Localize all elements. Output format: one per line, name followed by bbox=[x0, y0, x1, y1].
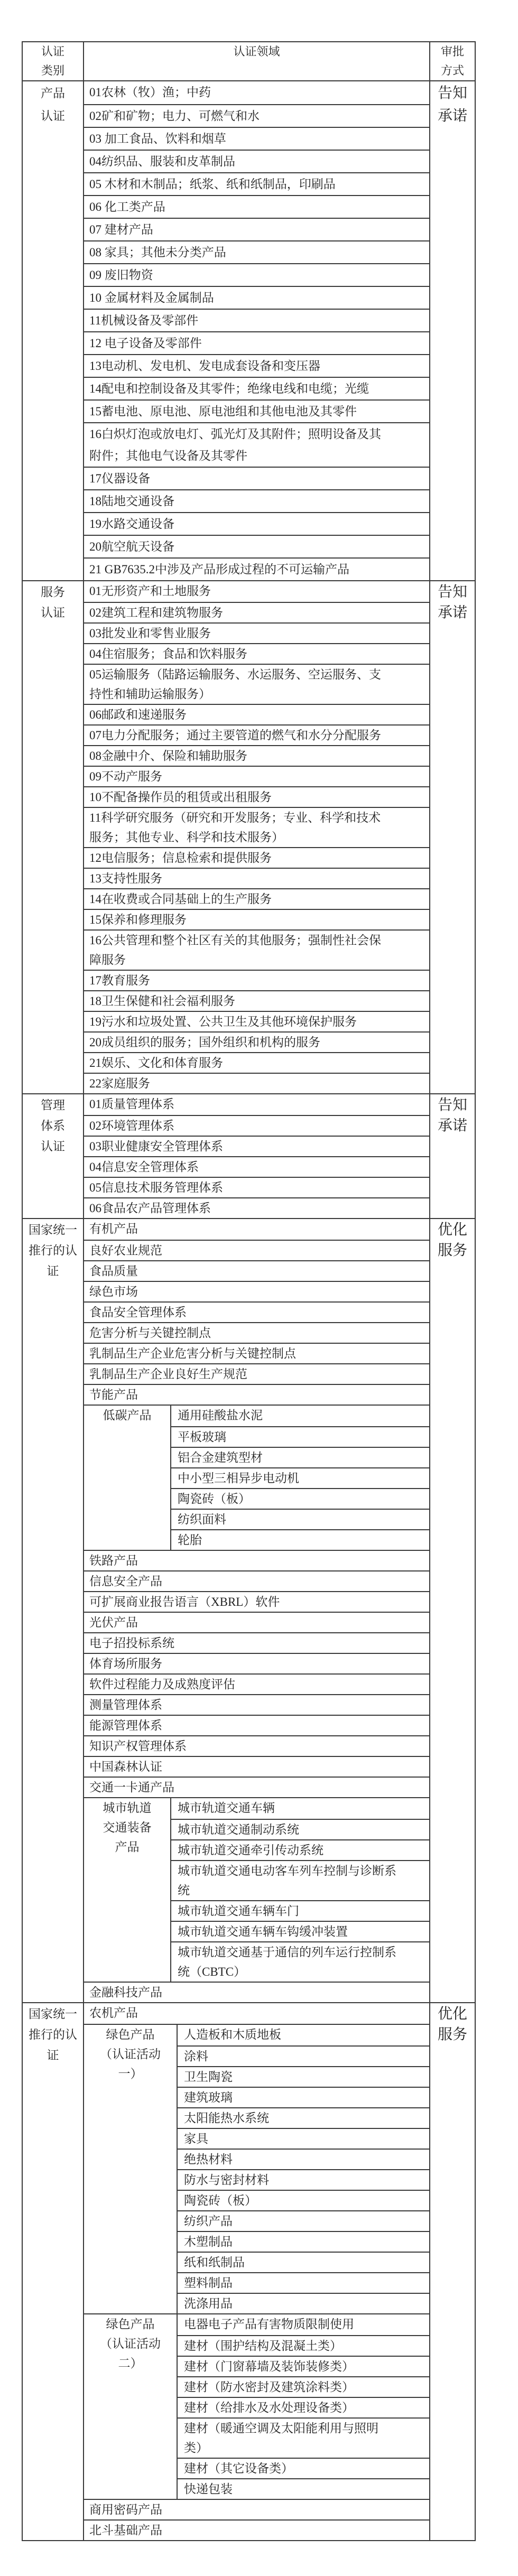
category-cell: 服务 认证 bbox=[23, 581, 84, 1093]
field-row: 可扩展商业报告语言（XBRL）软件 bbox=[84, 1591, 429, 1612]
field-row: 01无形资产和土地服务 bbox=[89, 584, 211, 598]
group-sub-row: 城市轨道交通车辆 bbox=[178, 1801, 275, 1815]
field-row: 13电动机、发电机、发电成套设备和变压器 bbox=[84, 354, 429, 377]
category-cell: 国家统一 推行的认 证 bbox=[23, 1219, 84, 2002]
table-section bbox=[23, 1093, 475, 1218]
group-items-column bbox=[171, 1798, 429, 1982]
group-sub-row: 纺织面料 bbox=[171, 1509, 429, 1529]
field-row: 08金融中介、保险和辅助服务 bbox=[84, 745, 429, 766]
group-sub-row: 太阳能热水系统 bbox=[178, 2107, 429, 2128]
table-section bbox=[23, 580, 475, 1093]
field-row: 03职业健康安全管理体系 bbox=[84, 1136, 429, 1156]
field-row: 12电信服务；信息检索和提供服务 bbox=[84, 847, 429, 868]
field-row: 食品安全管理体系 bbox=[84, 1301, 429, 1322]
field-row: 06 化工类产品 bbox=[84, 195, 429, 218]
field-row: 03批发业和零售业服务 bbox=[84, 622, 429, 643]
group-sub-row: 陶瓷砖（板） bbox=[171, 1488, 429, 1509]
field-row: 22家庭服务 bbox=[84, 1073, 429, 1093]
field-row: 16白炽灯泡或放电灯、弧光灯及其附件；照明设备及其 附件；其他电气设备及其零件 bbox=[84, 422, 429, 467]
header-cert-category: 认证 类别 bbox=[23, 42, 84, 80]
section-content-column bbox=[84, 1094, 429, 1218]
section-content-column bbox=[84, 1219, 429, 2002]
table-section bbox=[23, 1218, 475, 2002]
field-row: 20成员组织的服务；国外组织和机构的服务 bbox=[84, 1031, 429, 1052]
field-row: 04纺织品、服装和皮革制品 bbox=[84, 150, 429, 172]
field-row: 北斗基础产品 bbox=[84, 2519, 429, 2540]
group-sub-row: 纸和纸制品 bbox=[178, 2252, 429, 2272]
field-row: 01质量管理体系 bbox=[89, 1098, 174, 1111]
field-row: 05信息技术服务管理体系 bbox=[84, 1177, 429, 1197]
group-label-cell: 绿色产品 （认证活动 一） bbox=[84, 2025, 178, 2313]
field-row: 06邮政和速递服务 bbox=[84, 704, 429, 724]
group-sub-row: 通用硅酸盐水泥 bbox=[178, 1409, 263, 1422]
group-label-cell: 城市轨道 交通装备 产品 bbox=[84, 1798, 171, 1982]
field-row: 09不动产服务 bbox=[84, 766, 429, 786]
group-label-cell: 绿色产品 （认证活动 二） bbox=[84, 2314, 178, 2499]
field-row: 软件过程能力及成熟度评估 bbox=[84, 1673, 429, 1694]
group-sub-row: 城市轨道交通车辆车门 bbox=[171, 1900, 429, 1921]
group-sub-row: 建材（围护结构及混凝土类） bbox=[178, 2335, 429, 2356]
field-row: 绿色市场 bbox=[84, 1281, 429, 1301]
field-row: 02矿和矿物；电力、可燃气和水 bbox=[84, 104, 429, 127]
field-row: 07电力分配服务；通过主要管道的燃气和水分分配服务 bbox=[84, 724, 429, 745]
field-row: 05 木材和木制品；纸浆、纸和纸制品，印刷品 bbox=[84, 172, 429, 195]
field-row: 光伏产品 bbox=[84, 1612, 429, 1632]
group-sub-row: 城市轨道交通车辆车钩缓冲装置 bbox=[171, 1921, 429, 1941]
approval-cell: 告知 承诺 bbox=[429, 1094, 475, 1218]
field-row: 食品质量 bbox=[84, 1260, 429, 1281]
group-sub-row: 城市轨道交通电动客车列车控制与诊断系 统 bbox=[171, 1860, 429, 1900]
field-row: 04住宿服务；食品和饮料服务 bbox=[84, 643, 429, 664]
field-row: 14配电和控制设备及其零件；绝缘电线和电缆；光缆 bbox=[84, 377, 429, 399]
group-sub-row: 家具 bbox=[178, 2128, 429, 2149]
field-row: 测量管理体系 bbox=[84, 1694, 429, 1715]
header-cert-field: 认证领域 bbox=[233, 45, 280, 58]
table-section bbox=[23, 81, 475, 580]
table-section bbox=[23, 2002, 475, 2540]
group-sub-row: 建材（防水密封及建筑涂料类） bbox=[178, 2376, 429, 2397]
field-group-row bbox=[84, 2313, 429, 2499]
group-items-column bbox=[171, 1406, 429, 1550]
group-sub-row: 城市轨道交通制动系统 bbox=[171, 1819, 429, 1839]
header-approval-method: 审批 方式 bbox=[429, 42, 475, 80]
group-sub-row: 塑料制品 bbox=[178, 2272, 429, 2293]
field-row: 04信息安全管理体系 bbox=[84, 1156, 429, 1177]
field-row: 能源管理体系 bbox=[84, 1715, 429, 1735]
group-sub-row: 轮胎 bbox=[171, 1529, 429, 1550]
approval-cell: 告知 承诺 bbox=[429, 581, 475, 1093]
field-row: 体育场所服务 bbox=[84, 1653, 429, 1673]
group-sub-row: 城市轨道交通牵引传动系统 bbox=[171, 1839, 429, 1860]
field-row: 19污水和垃圾处置、公共卫生及其他环境保护服务 bbox=[84, 1011, 429, 1031]
field-row: 02建筑工程和建筑物服务 bbox=[84, 602, 429, 622]
field-row: 21 GB7635.2中涉及产品形成过程的不可运输产品 bbox=[84, 557, 429, 580]
field-group-row bbox=[84, 1797, 429, 1982]
field-row: 知识产权管理体系 bbox=[84, 1735, 429, 1756]
group-sub-row: 建材（暖通空调及太阳能利用与照明 类） bbox=[178, 2417, 429, 2458]
field-row: 交通一卡通产品 bbox=[84, 1777, 429, 1797]
field-row: 节能产品 bbox=[84, 1384, 429, 1405]
group-label-cell: 低碳产品 bbox=[84, 1406, 171, 1550]
group-sub-row: 纺织产品 bbox=[178, 2210, 429, 2231]
certification-catalog-table bbox=[22, 41, 476, 2541]
field-row: 09 废旧物资 bbox=[84, 263, 429, 286]
category-cell: 国家统一 推行的认 证 bbox=[23, 2003, 84, 2540]
group-sub-row: 城市轨道交通基于通信的列车运行控制系 统（CBTC） bbox=[171, 1941, 429, 1982]
group-sub-row: 陶瓷砖（板） bbox=[178, 2190, 429, 2210]
field-row: 危害分析与关键控制点 bbox=[84, 1322, 429, 1343]
field-row: 18陆地交通设备 bbox=[84, 489, 429, 512]
field-row: 18卫生保健和社会福利服务 bbox=[84, 990, 429, 1011]
group-sub-row: 人造板和木质地板 bbox=[184, 2028, 281, 2041]
field-row: 07 建材产品 bbox=[84, 218, 429, 240]
approval-cell: 告知 承诺 bbox=[429, 81, 475, 580]
section-content-column bbox=[84, 581, 429, 1093]
field-row: 铁路产品 bbox=[84, 1550, 429, 1570]
field-row: 19水路交通设备 bbox=[84, 512, 429, 535]
field-row: 11机械设备及零部件 bbox=[84, 309, 429, 331]
field-row: 金融科技产品 bbox=[84, 1982, 429, 2002]
field-row: 03 加工食品、饮料和烟草 bbox=[84, 127, 429, 150]
group-sub-row: 防水与密封材料 bbox=[178, 2169, 429, 2190]
table-header bbox=[23, 42, 475, 81]
category-cell: 产品 认证 bbox=[23, 81, 84, 580]
group-sub-row: 涂料 bbox=[178, 2045, 429, 2066]
field-group-row bbox=[84, 1405, 429, 1550]
group-sub-row: 建材（其它设备类） bbox=[178, 2458, 429, 2478]
field-row: 良好农业规范 bbox=[84, 1240, 429, 1260]
field-row: 12 电子设备及零部件 bbox=[84, 331, 429, 354]
field-row: 10 金属材料及金属制品 bbox=[84, 286, 429, 309]
field-row: 21娱乐、文化和体育服务 bbox=[84, 1052, 429, 1073]
field-row: 17仪器设备 bbox=[84, 467, 429, 489]
field-row: 乳制品生产企业良好生产规范 bbox=[84, 1363, 429, 1384]
group-sub-row: 快递包装 bbox=[178, 2478, 429, 2499]
field-row: 11科学研究服务（研究和开发服务；专业、科学和技术 服务；其他专业、科学和技术服务） bbox=[84, 807, 429, 847]
field-row: 02环境管理体系 bbox=[84, 1115, 429, 1136]
field-row: 01农林（牧）渔；中药 bbox=[89, 86, 211, 99]
group-sub-row: 建筑玻璃 bbox=[178, 2087, 429, 2107]
approval-cell: 优化 服务 bbox=[429, 2003, 475, 2540]
table-body bbox=[23, 81, 475, 2540]
group-sub-row: 电器电子产品有害物质限制使用 bbox=[184, 2318, 354, 2331]
group-sub-row: 建材（给排水及水处理设备类） bbox=[178, 2397, 429, 2417]
group-sub-row: 洗涤用品 bbox=[178, 2293, 429, 2313]
field-row: 信息安全产品 bbox=[84, 1570, 429, 1591]
field-row: 15蓄电池、原电池、原电池组和其他电池及其零件 bbox=[84, 399, 429, 422]
field-row: 商用密码产品 bbox=[84, 2499, 429, 2519]
field-row: 17教育服务 bbox=[84, 970, 429, 990]
field-row: 电子招投标系统 bbox=[84, 1632, 429, 1653]
section-content-column bbox=[84, 81, 429, 580]
group-items-column bbox=[178, 2314, 429, 2499]
field-row: 05运输服务（陆路运输服务、水运服务、空运服务、支 持性和辅助运输服务） bbox=[84, 664, 429, 704]
group-sub-row: 绝热材料 bbox=[178, 2149, 429, 2169]
group-sub-row: 建材（门窗幕墙及装饰装修类） bbox=[178, 2356, 429, 2376]
field-row: 13支持性服务 bbox=[84, 868, 429, 888]
group-sub-row: 中小型三相异步电动机 bbox=[171, 1467, 429, 1488]
field-row: 08 家具；其他未分类产品 bbox=[84, 240, 429, 263]
group-sub-row: 铝合金建筑型材 bbox=[171, 1447, 429, 1467]
field-row: 中国森林认证 bbox=[84, 1756, 429, 1777]
field-row: 农机产品 bbox=[89, 2006, 138, 2020]
approval-cell: 优化 服务 bbox=[429, 1219, 475, 2002]
field-row: 16公共管理和整个社区有关的其他服务；强制性社会保 障服务 bbox=[84, 929, 429, 970]
category-cell: 管理 体系 认证 bbox=[23, 1094, 84, 1218]
field-row: 有机产品 bbox=[89, 1222, 138, 1235]
field-row: 10不配备操作员的租赁或出租服务 bbox=[84, 786, 429, 807]
field-row: 20航空航天设备 bbox=[84, 535, 429, 557]
field-group-row bbox=[84, 2024, 429, 2313]
group-items-column bbox=[178, 2025, 429, 2313]
field-row: 14在收费或合同基础上的生产服务 bbox=[84, 888, 429, 909]
section-content-column bbox=[84, 2003, 429, 2540]
field-row: 乳制品生产企业危害分析与关键控制点 bbox=[84, 1343, 429, 1363]
group-sub-row: 卫生陶瓷 bbox=[178, 2066, 429, 2087]
field-row: 15保养和修理服务 bbox=[84, 909, 429, 929]
group-sub-row: 平板玻璃 bbox=[171, 1426, 429, 1447]
group-sub-row: 木塑制品 bbox=[178, 2231, 429, 2252]
field-row: 06食品农产品管理体系 bbox=[84, 1197, 429, 1218]
